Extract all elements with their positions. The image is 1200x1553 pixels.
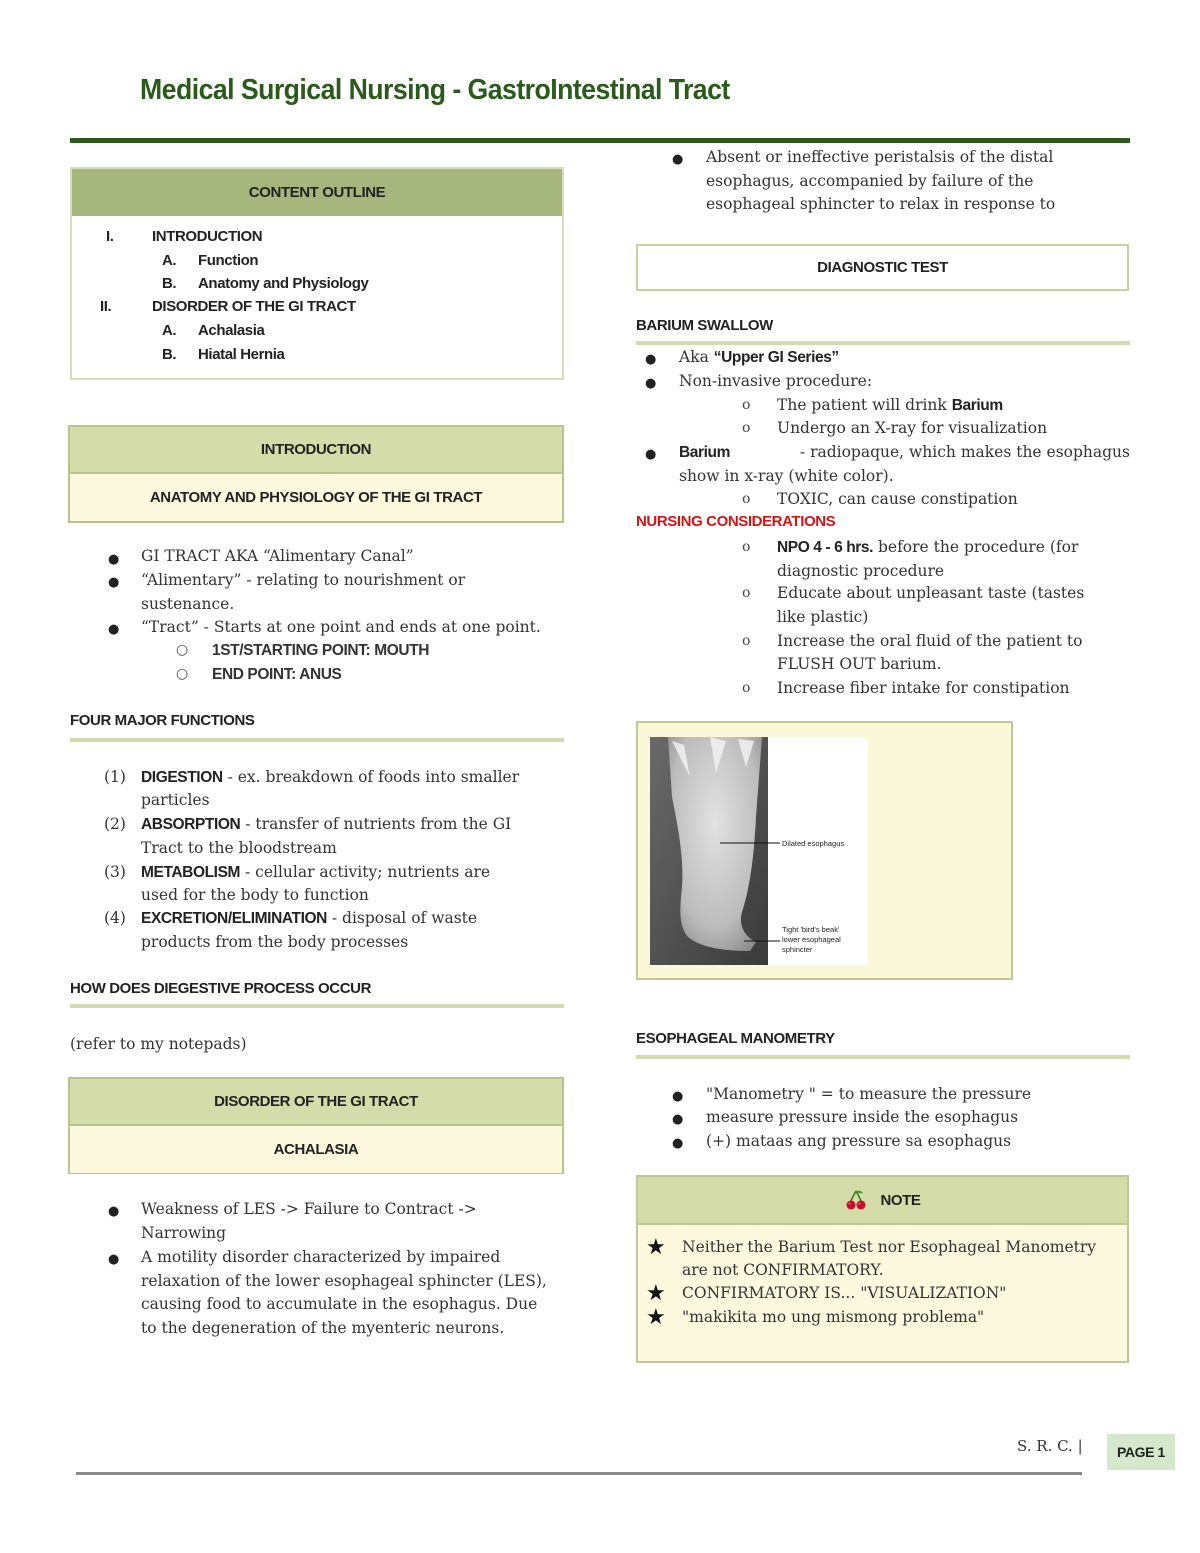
- outline-list: [72, 216, 562, 363]
- barium-sub: The patient will drink Barium: [777, 396, 1003, 414]
- manometry-bullet: (+) mataas ang pressure sa esophagus: [706, 1132, 1012, 1150]
- barium-definition: Barium - radiopaque, which makes the esophagus: [679, 443, 1130, 461]
- barium-definition-cont: show in x-ray (white color).: [679, 467, 894, 485]
- function-num: (3): [104, 863, 126, 881]
- introduction-section-box: [68, 425, 564, 523]
- circle-bullet-icon: o: [742, 585, 751, 601]
- noninvasive-text: Non-invasive procedure:: [679, 372, 873, 390]
- xray-label-beak: Tight 'bird's beak': [782, 925, 840, 934]
- barium-xray-image: [650, 737, 868, 965]
- achalasia-heading: ACHALASIA: [70, 1126, 562, 1173]
- content-outline-box: [70, 167, 564, 380]
- note-item-cont: are not CONFIRMATORY.: [682, 1261, 884, 1279]
- bullet-icon: ●: [672, 152, 684, 167]
- outline-num: B.: [162, 275, 177, 292]
- fluid-text-cont: FLUSH OUT barium.: [777, 655, 942, 673]
- function-term: ABSORPTION: [141, 816, 241, 833]
- function-desc: - transfer of nutrients from the GI: [240, 815, 512, 833]
- npo-text: NPO 4 - 6 hrs. before the procedure (for: [777, 538, 1079, 556]
- achalasia-line: relaxation of the lower esophageal sphincter (LES),: [141, 1272, 547, 1290]
- xray-label-dilated: Dilated esophagus: [782, 839, 845, 848]
- function-item: [141, 907, 477, 931]
- note-heading: NOTE: [880, 1191, 921, 1209]
- disorder-section-box: [68, 1077, 564, 1174]
- toxic-text: TOXIC, can cause constipation: [777, 490, 1018, 508]
- function-desc-cont: particles: [141, 791, 210, 809]
- educate-text: Educate about unpleasant taste (tastes: [777, 584, 1085, 602]
- function-desc-cont: Tract to the bloodstream: [141, 839, 337, 857]
- intro-bullet-cont: sustenance.: [141, 595, 235, 613]
- star-icon: ★: [646, 1305, 666, 1330]
- outline-item: Anatomy and Physiology: [198, 275, 369, 292]
- bullet-icon: ●: [108, 1252, 120, 1267]
- continuation-line: Absent or ineffective peristalsis of the distal: [706, 148, 1054, 166]
- note-box: [636, 1175, 1129, 1363]
- function-num: (1): [104, 768, 126, 786]
- function-num: (4): [104, 909, 126, 927]
- process-note: (refer to my notepads): [70, 1035, 247, 1053]
- xray-label-beak: sphincter: [782, 945, 813, 954]
- anatomy-heading: ANATOMY AND PHYSIOLOGY OF THE GI TRACT: [70, 474, 562, 521]
- outline-num: A.: [162, 322, 177, 339]
- note-header: [638, 1177, 1127, 1225]
- fluid-text: Increase the oral fluid of the patient to: [777, 632, 1083, 650]
- outline-num: B.: [162, 346, 177, 363]
- star-icon: ★: [646, 1235, 666, 1260]
- outline-item: Achalasia: [198, 322, 265, 339]
- start-point: 1ST/STARTING POINT: MOUTH: [212, 642, 430, 659]
- circle-bullet-icon: o: [742, 539, 751, 555]
- outline-num: A.: [162, 252, 177, 269]
- circle-bullet-icon: o: [742, 680, 751, 696]
- continuation-line: esophagus, accompanied by failure of the: [706, 172, 1034, 190]
- npo-text-cont: diagnostic procedure: [777, 562, 945, 580]
- xray-svg: [650, 737, 868, 965]
- manometry-heading: ESOPHAGEAL MANOMETRY: [636, 1030, 835, 1047]
- achalasia-line: Narrowing: [141, 1224, 227, 1242]
- nursing-heading: NURSING CONSIDERATIONS: [636, 513, 836, 530]
- barium-aka: Aka “Upper GI Series”: [679, 348, 839, 366]
- achalasia-line: Weakness of LES -> Failure to Contract ->: [141, 1200, 477, 1218]
- process-heading: HOW DOES DIEGESTIVE PROCESS OCCUR: [70, 980, 372, 997]
- function-item: [141, 766, 519, 790]
- function-term: EXCRETION/ELIMINATION: [141, 910, 327, 927]
- intro-bullet: “Tract” - Starts at one point and ends at one point.: [141, 618, 541, 636]
- function-desc-cont: used for the body to function: [141, 886, 369, 904]
- function-term: METABOLISM: [141, 864, 241, 881]
- page-number-badge: PAGE 1: [1107, 1434, 1175, 1470]
- bullet-icon: ●: [672, 1112, 684, 1127]
- fiber-text: Increase fiber intake for constipation: [777, 679, 1070, 697]
- circle-bullet-icon: ○: [176, 642, 189, 658]
- bullet-icon: ●: [645, 352, 657, 367]
- achalasia-line: to the degeneration of the myenteric neurons.: [141, 1319, 505, 1337]
- circle-bullet-icon: o: [742, 397, 751, 413]
- note-item: Neither the Barium Test nor Esophageal Manometry: [682, 1238, 1097, 1256]
- function-item: [141, 813, 511, 837]
- page-title: Medical Surgical Nursing - GastroIntestinal Tract: [140, 74, 730, 106]
- star-icon: ★: [646, 1281, 666, 1306]
- barium-heading: BARIUM SWALLOW: [636, 317, 773, 334]
- function-item: [141, 861, 490, 885]
- functions-heading: FOUR MAJOR FUNCTIONS: [70, 712, 255, 729]
- circle-bullet-icon: o: [742, 491, 751, 507]
- process-divider: [70, 1004, 564, 1008]
- outline-item: DISORDER OF THE GI TRACT: [152, 298, 356, 315]
- function-desc: - disposal of waste: [326, 909, 478, 927]
- author-initials: S. R. C. |: [1017, 1437, 1083, 1455]
- diagnostic-heading: DIAGNOSTIC TEST: [636, 244, 1129, 291]
- bullet-icon: ●: [108, 622, 120, 637]
- manometry-bullet: "Manometry " = to measure the pressure: [706, 1085, 1032, 1103]
- bullet-icon: ●: [672, 1089, 684, 1104]
- xray-label-beak: lower esophageal: [782, 935, 841, 944]
- barium-divider: [636, 341, 1130, 345]
- xray-figure-box: [636, 721, 1013, 980]
- function-num: (2): [104, 815, 126, 833]
- outline-item: Hiatal Hernia: [198, 346, 285, 363]
- achalasia-line: A motility disorder characterized by impaired: [141, 1248, 501, 1266]
- end-point: END POINT: ANUS: [212, 666, 342, 683]
- manometry-bullet: measure pressure inside the esophagus: [706, 1108, 1019, 1126]
- outline-num: II.: [100, 298, 112, 315]
- bullet-icon: ●: [108, 575, 120, 590]
- bullet-icon: ●: [108, 1204, 120, 1219]
- intro-bullet: “Alimentary” - relating to nourishment or: [141, 571, 466, 589]
- continuation-line: esophageal sphincter to relax in response to: [706, 195, 1056, 213]
- bullet-icon: ●: [645, 447, 657, 462]
- disorder-heading: DISORDER OF THE GI TRACT: [70, 1079, 562, 1126]
- function-desc: - ex. breakdown of foods into smaller: [222, 768, 520, 786]
- educate-text-cont: like plastic): [777, 608, 869, 626]
- manometry-divider: [636, 1055, 1130, 1059]
- outline-item: Function: [198, 252, 259, 269]
- bullet-icon: ●: [672, 1136, 684, 1151]
- circle-bullet-icon: ○: [176, 666, 189, 682]
- note-item: "makikita mo ung mismong problema": [682, 1308, 985, 1326]
- circle-bullet-icon: o: [742, 420, 751, 436]
- function-term: DIGESTION: [141, 769, 223, 786]
- functions-divider: [70, 738, 564, 742]
- function-desc-cont: products from the body processes: [141, 933, 409, 951]
- outline-item: INTRODUCTION: [152, 228, 263, 245]
- footer-divider: [76, 1472, 1082, 1475]
- outline-heading: CONTENT OUTLINE: [72, 169, 562, 216]
- cherry-icon: [844, 1188, 868, 1212]
- intro-bullet: GI TRACT AKA “Alimentary Canal”: [141, 547, 414, 565]
- function-desc: - cellular activity; nutrients are: [240, 863, 491, 881]
- achalasia-line: causing food to accumulate in the esophagus. Due: [141, 1295, 538, 1313]
- bullet-icon: ●: [108, 552, 120, 567]
- introduction-heading: INTRODUCTION: [70, 427, 562, 474]
- note-item: CONFIRMATORY IS... "VISUALIZATION": [682, 1284, 1007, 1302]
- circle-bullet-icon: o: [742, 633, 751, 649]
- barium-sub: Undergo an X-ray for visualization: [777, 419, 1048, 437]
- title-divider: [70, 138, 1130, 143]
- outline-num: I.: [106, 228, 114, 245]
- bullet-icon: ●: [645, 376, 657, 391]
